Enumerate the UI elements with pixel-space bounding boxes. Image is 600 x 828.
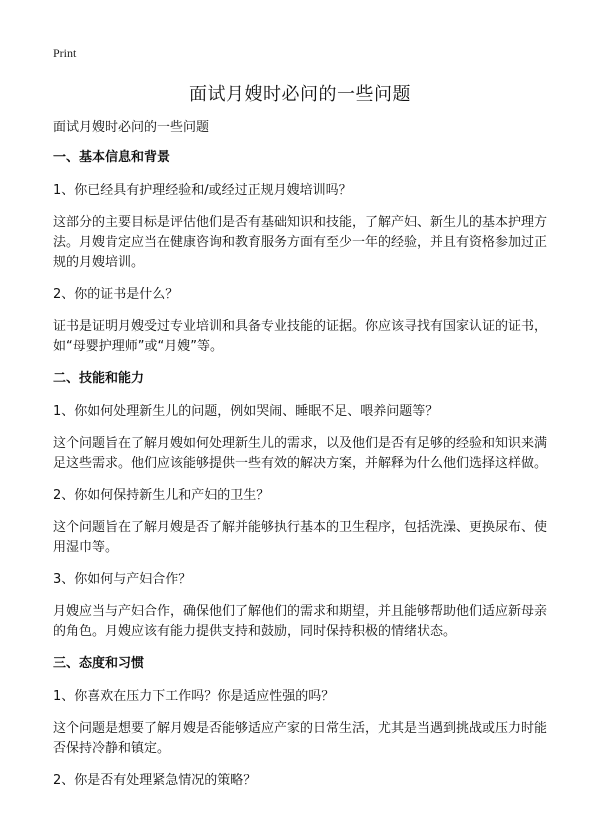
question: 2、你如何保持新生儿和产妇的卫生？: [53, 488, 270, 503]
question: 1、你喜欢在压力下工作吗？你是适应性强的吗？: [53, 689, 335, 704]
question: 3、你如何与产妇合作？: [53, 572, 192, 587]
section-skills: [53, 369, 553, 642]
answer: 证书是证明月嫂受过专业培训和具备专业技能的证据。你应该寻找有国家认证的证书，如“母婴护理师”或“月嫂”等。: [53, 319, 548, 354]
article-subtitle: 面试月嫂时必问的一些问题: [53, 120, 210, 135]
print-link[interactable]: Print: [53, 46, 77, 60]
article-body: [53, 118, 553, 803]
question: 1、你如何处理新生儿的问题，例如哭闹、睡眠不足、喂养问题等？: [53, 404, 439, 419]
answer: 这个问题旨在了解月嫂如何处理新生儿的需求，以及他们是否有足够的经验和知识来满足这些需求。他们应该能够提供一些有效的解决方案，并解释为什么他们选择这样做。: [53, 436, 548, 471]
section-basic-info: [53, 148, 553, 357]
section-heading: 一、基本信息和背景: [53, 150, 171, 165]
section-heading: 三、态度和习惯: [53, 656, 145, 671]
section-attitude: [53, 654, 553, 791]
answer: 月嫂应当与产妇合作，确保他们了解他们的需求和期望，并且能够帮助他们适应新母亲的角色。月嫂应该有能力提供支持和鼓励，同时保持积极的情绪状态。: [53, 604, 548, 639]
page-title: 面试月嫂时必问的一些问题: [189, 84, 411, 105]
question: 2、你是否有处理紧急情况的策略？: [53, 773, 257, 788]
answer: 这个问题旨在了解月嫂是否了解并能够执行基本的卫生程序，包括洗澡、更换尿布、使用湿巾等。: [53, 520, 548, 555]
question: 1、你已经具有护理经验和/或经过正规月嫂培训吗？: [53, 183, 352, 198]
section-heading: 二、技能和能力: [53, 371, 145, 386]
answer: 这部分的主要目标是评估他们是否有基础知识和技能，了解产妇、新生儿的基本护理方法。月嫂肯定应当在健康咨询和教育服务方面有至少一年的经验，并且有资格参加过正规的月嫂培训。: [53, 215, 548, 270]
question: 2、你的证书是什么？: [53, 287, 179, 302]
answer: 这个问题是想要了解月嫂是否能够适应产家的日常生活，尤其是当遇到挑战或压力时能否保持冷静和镇定。: [53, 721, 548, 756]
